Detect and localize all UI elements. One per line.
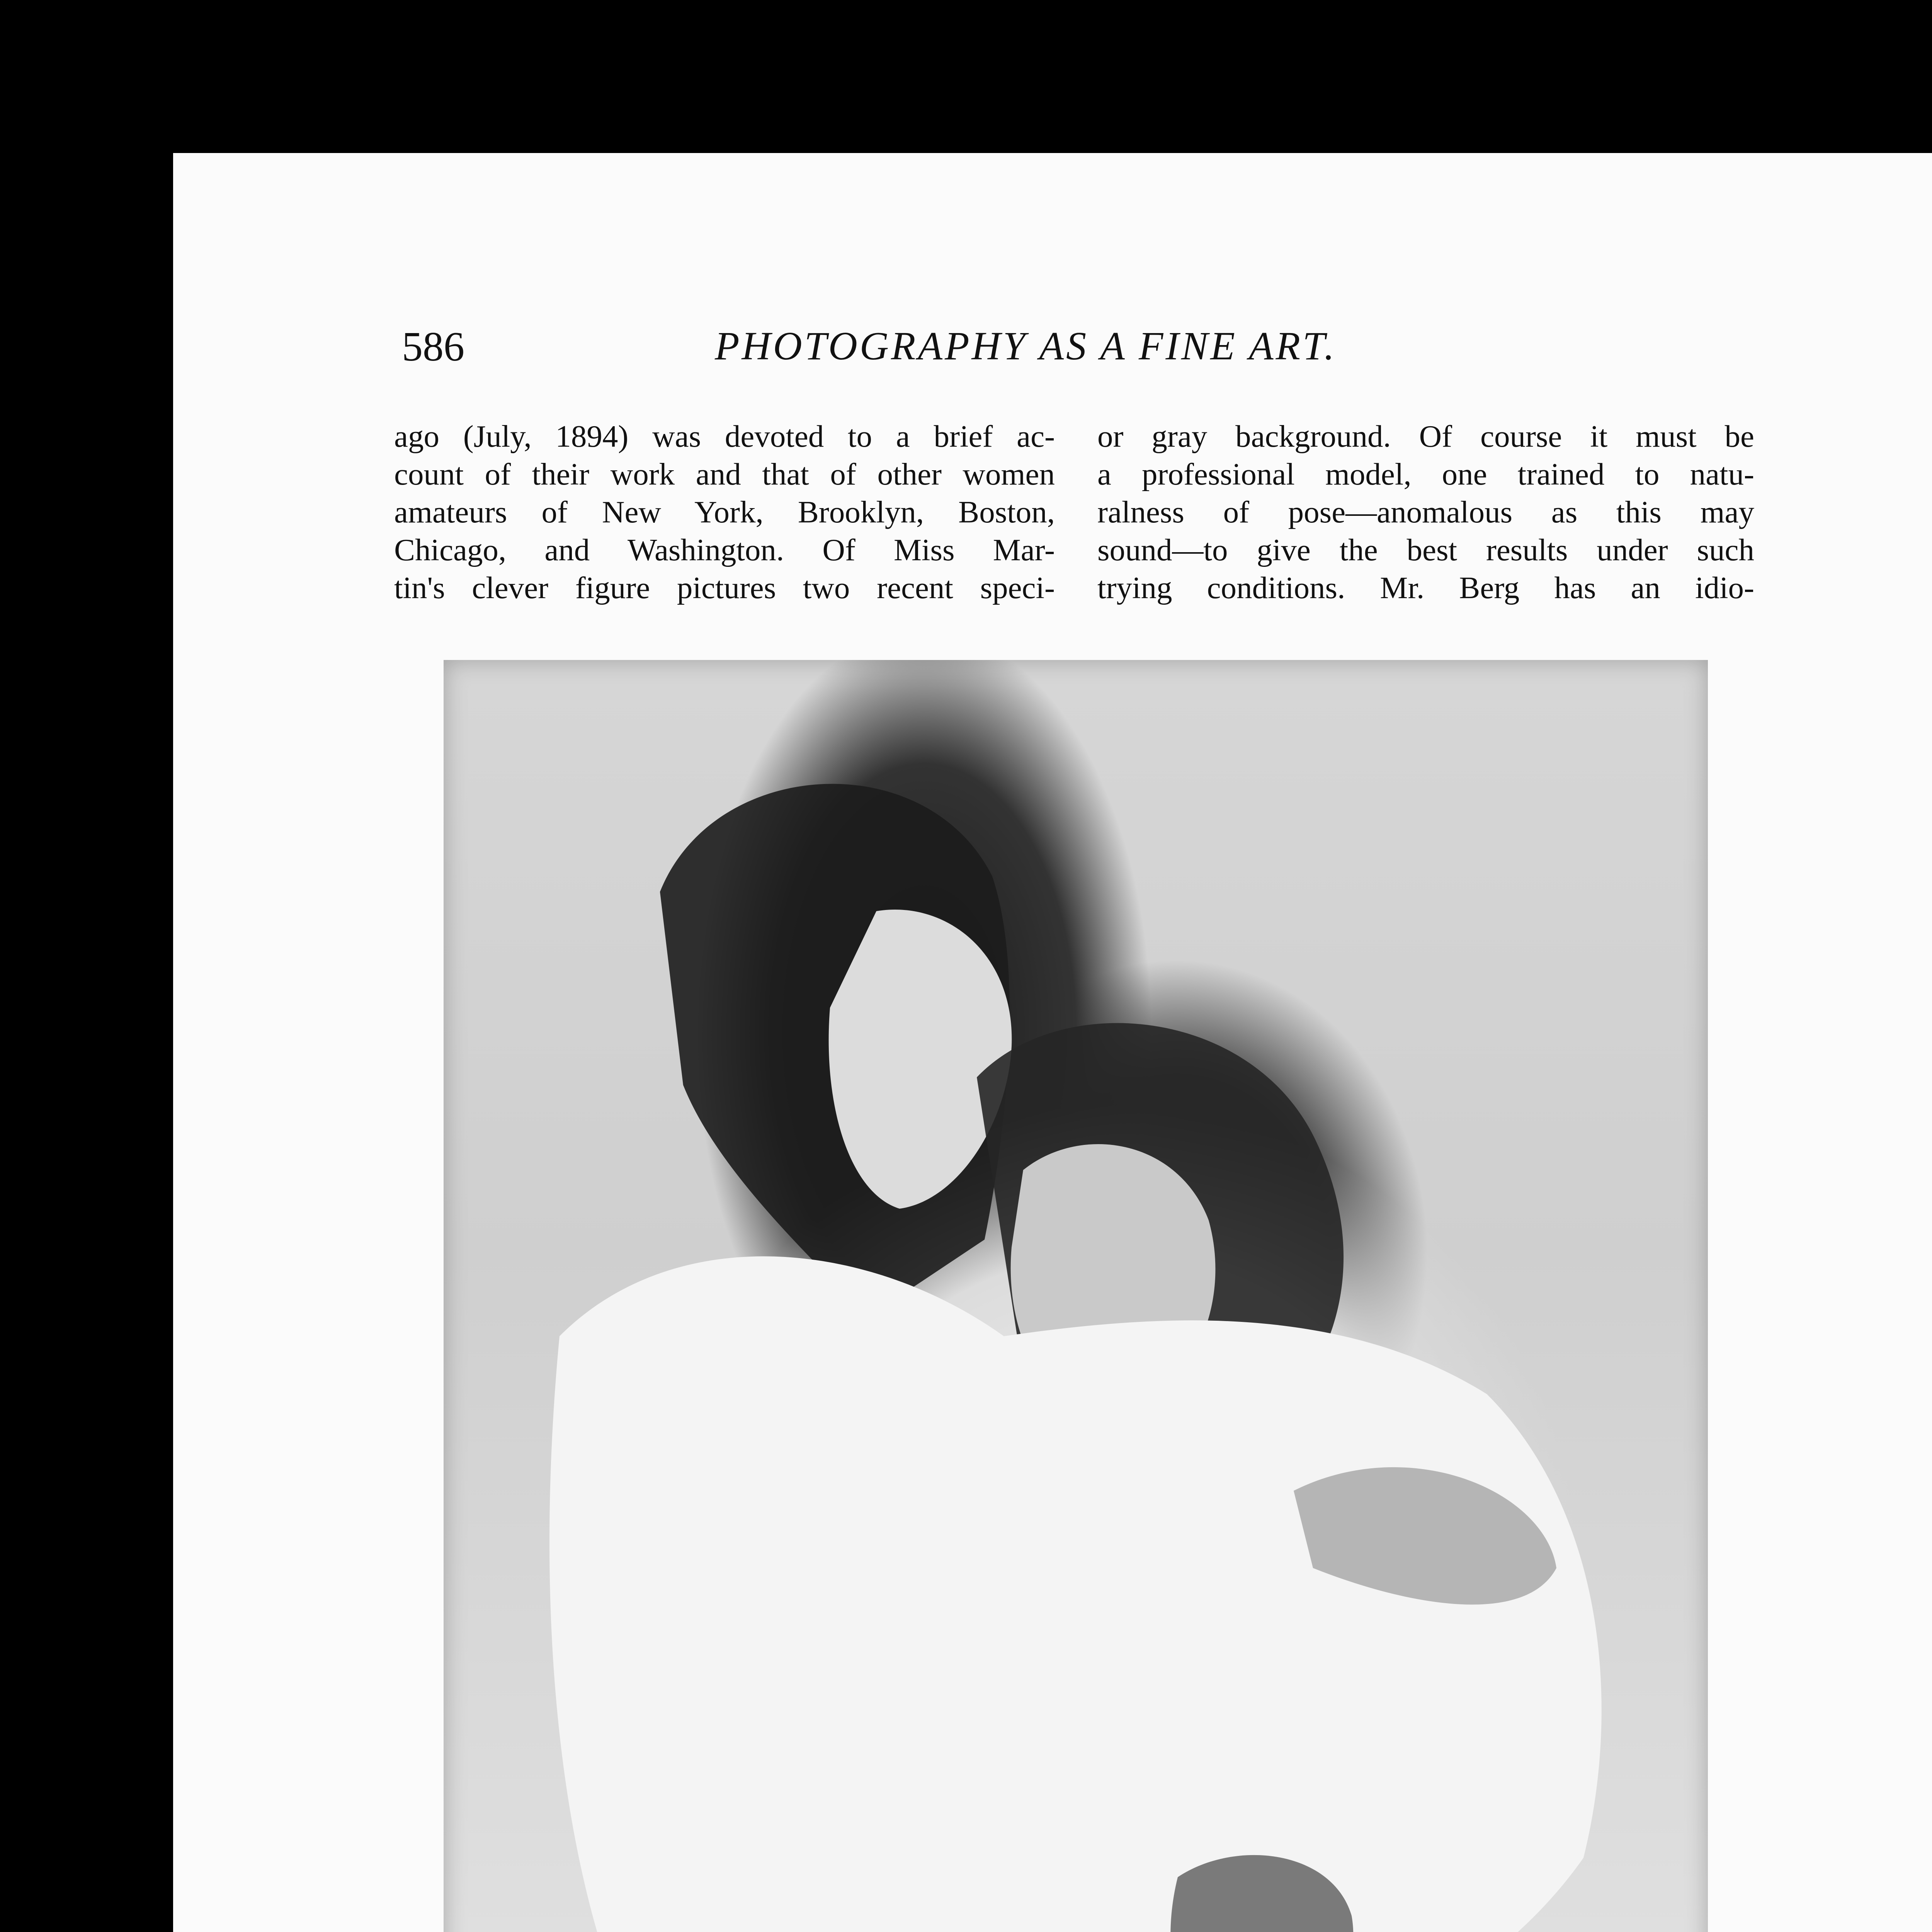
text-column-top-right <box>1097 417 1754 607</box>
text-line: amateurs of New York, Brooklyn, Boston, <box>394 495 1055 529</box>
text-column-top-left <box>394 417 1055 607</box>
photograph-illustration <box>444 660 1708 1932</box>
running-title: PHOTOGRAPHY AS A FINE ART. <box>715 324 1337 368</box>
photograph-sisters <box>444 660 1708 1932</box>
text-line: trying conditions. Mr. Berg has an idio- <box>1097 570 1754 605</box>
text-line: ago (July, 1894) was devoted to a brief ac- <box>394 419 1055 454</box>
text-line: or gray background. Of course it must be <box>1097 419 1754 454</box>
text-line: Chicago, and Washington. Of Miss Mar- <box>394 532 1055 567</box>
text-line: tin's clever figure pictures two recent speci- <box>394 570 1055 605</box>
text-line: a professional model, one trained to natu- <box>1097 457 1754 492</box>
text-line: sound—to give the best results under such <box>1097 532 1754 567</box>
text-line: count of their work and that of other women <box>394 457 1055 492</box>
page-number: 586 <box>402 324 464 370</box>
text-line: ralness of pose—anomalous as this may <box>1097 495 1754 529</box>
